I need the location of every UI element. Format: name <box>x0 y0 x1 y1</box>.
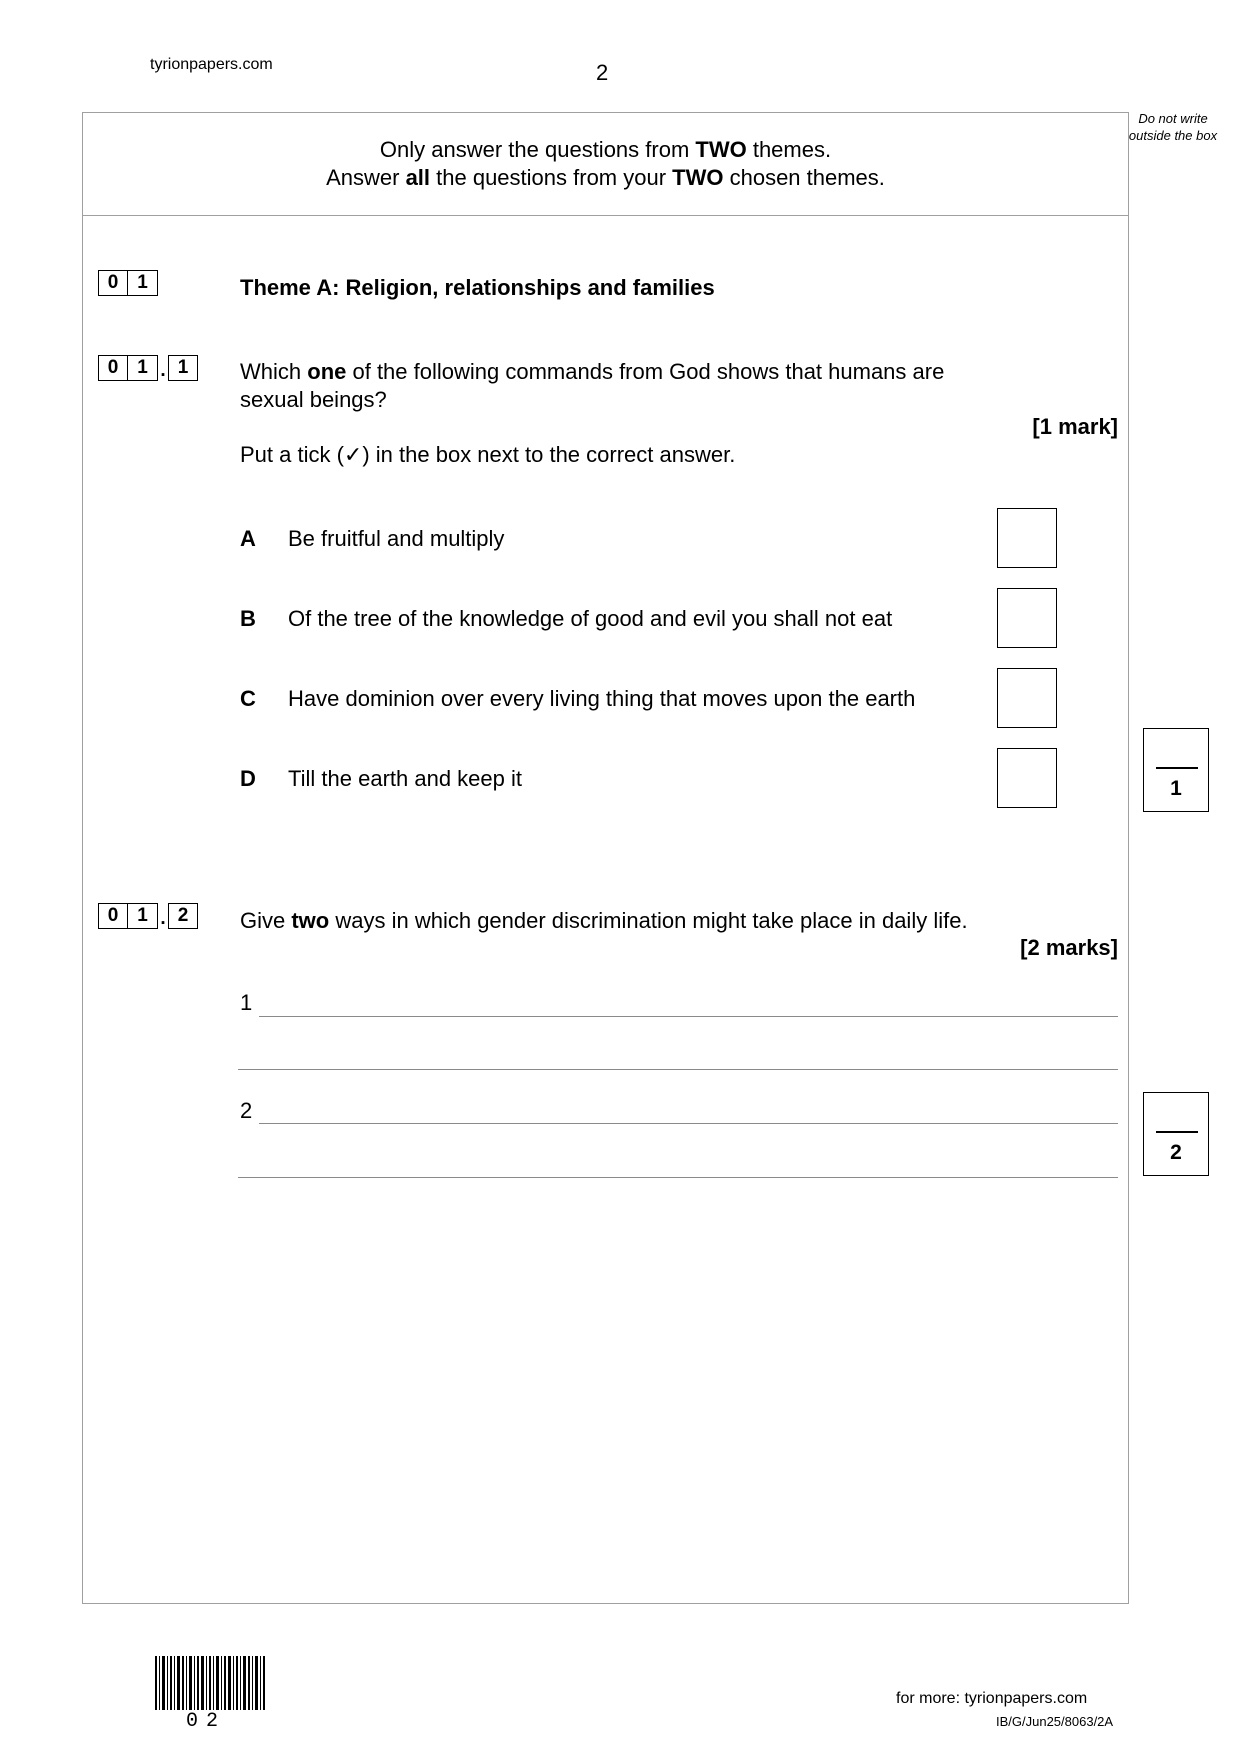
answer-label-2: 2 <box>240 1098 253 1123</box>
option-b-text: Of the tree of the knowledge of good and evil you shall not eat <box>288 606 893 631</box>
paper-reference: IB/G/Jun25/8063/2A <box>996 1714 1114 1729</box>
instruction-line-2: Answer all the questions from your TWO chosen themes. <box>326 165 885 190</box>
option-b-tickbox[interactable] <box>997 588 1057 648</box>
answer-line-1b[interactable] <box>238 1069 1118 1070</box>
option-a-letter: A <box>240 526 256 551</box>
mark-box-01-1: 1 <box>1143 728 1209 812</box>
question-number-01-1: 0 1 . 1 <box>98 355 198 381</box>
question-01-2-text: Give two ways in which gender discrimination might take place in daily life. <box>240 908 968 933</box>
option-c-text: Have dominion over every living thing that moves upon the earth <box>288 686 916 711</box>
margin-note: Do not write outside the box <box>1128 111 1218 143</box>
option-c-letter: C <box>240 686 256 711</box>
option-a-text: Be fruitful and multiply <box>288 526 505 551</box>
page-number: 2 <box>596 60 609 85</box>
option-d-letter: D <box>240 766 256 791</box>
instructions-header <box>82 112 1129 216</box>
question-01-2-marks: [2 marks] <box>1020 935 1118 960</box>
theme-number: 0 1 <box>98 270 158 296</box>
answer-line-1a[interactable] <box>259 1016 1118 1017</box>
mark-box-01-2: 2 <box>1143 1092 1209 1176</box>
answer-line-2b[interactable] <box>238 1177 1118 1178</box>
answer-frame <box>82 112 1129 1604</box>
question-01-1-marks: [1 mark] <box>1032 414 1118 439</box>
option-b-letter: B <box>240 606 256 631</box>
answer-line-2a[interactable] <box>259 1123 1118 1124</box>
option-c-tickbox[interactable] <box>997 668 1057 728</box>
barcode-image <box>155 1656 265 1710</box>
question-number-01-2: 0 1 . 2 <box>98 903 198 929</box>
barcode-number: 02 <box>186 1710 227 1733</box>
option-d-tickbox[interactable] <box>997 748 1057 808</box>
footer-more-link[interactable]: for more: tyrionpapers.com <box>896 1690 1088 1707</box>
answer-label-1: 1 <box>240 990 253 1015</box>
site-name: tyrionpapers.com <box>150 56 273 73</box>
option-a-tickbox[interactable] <box>997 508 1057 568</box>
question-01-1-text: Which one of the following commands from God shows that humans are sexual beings? <box>240 359 945 412</box>
option-d-text: Till the earth and keep it <box>288 766 522 791</box>
theme-title: Theme A: Religion, relationships and families <box>240 275 715 300</box>
instruction-line-1: Only answer the questions from TWO themes. <box>379 137 832 162</box>
tick-instruction: Put a tick (✓) in the box next to the correct answer. <box>240 442 736 467</box>
